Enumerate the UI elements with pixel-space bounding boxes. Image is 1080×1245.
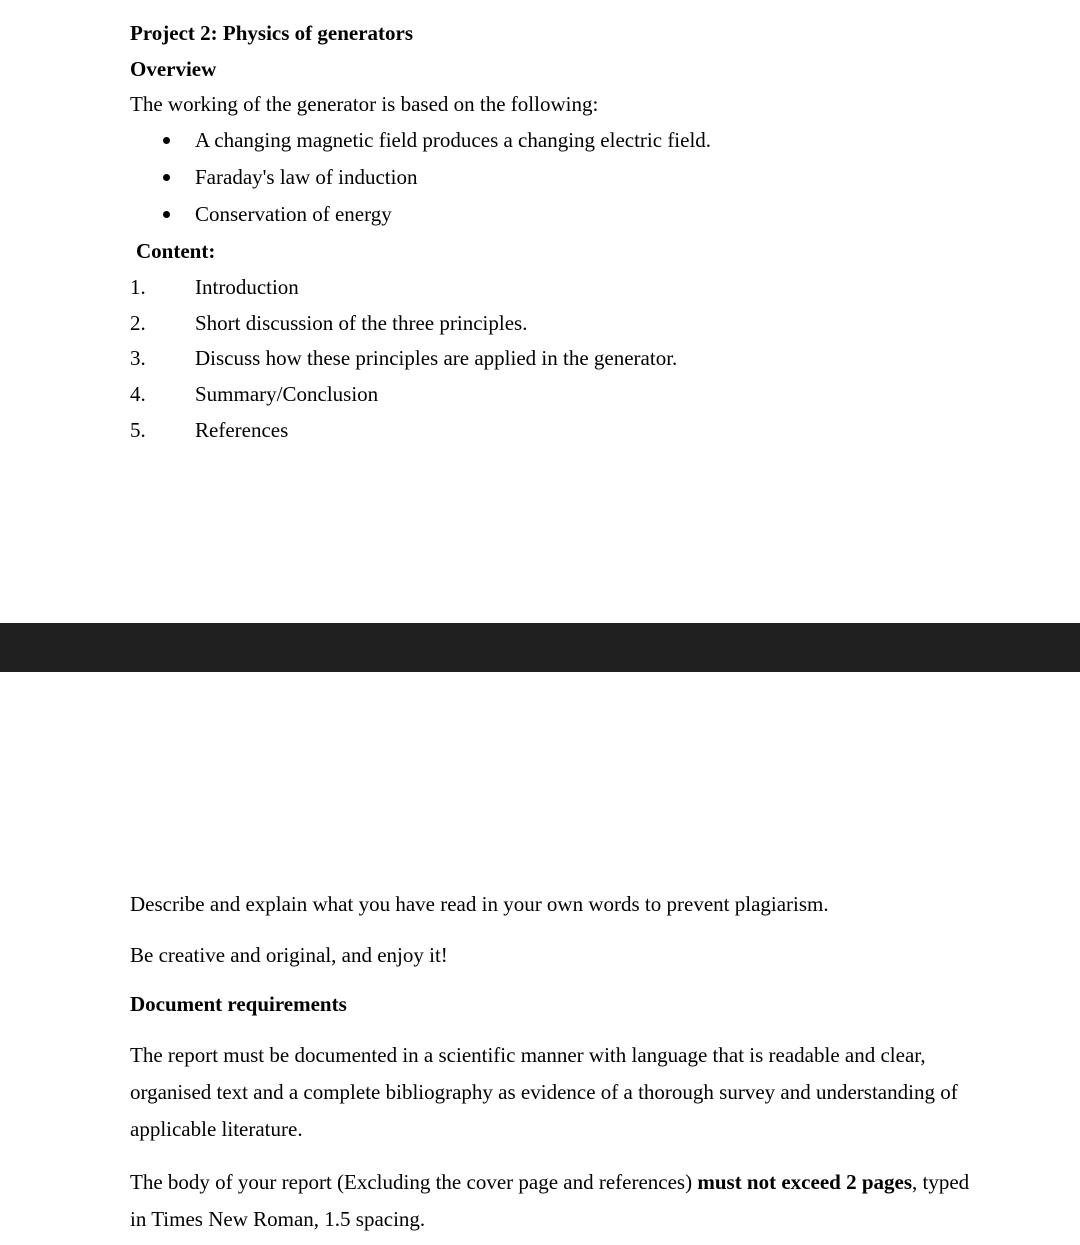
page-limit-text: The body of your report (Excluding the cover page and references) [130,1170,698,1194]
list-text: Discuss how these principles are applied in the generator. [195,346,678,370]
instruction-paragraph: Describe and explain what you have read in your own words to prevent plagiarism. [130,892,829,916]
list-number: 5. [130,418,146,442]
page-limit-emphasis: must not exceed 2 pages [697,1170,912,1194]
page-title: Project 2: Physics of generators [130,21,414,45]
instruction-paragraph: Be creative and original, and enjoy it! [130,943,448,967]
page-limit-text: , typed in Times New Roman, 1.5 spacing. [130,1170,970,1231]
list-number: 2. [130,311,146,335]
page-limit-paragraph [130,1164,980,1238]
list-text: Short discussion of the three principles. [195,311,528,335]
list-number: 1. [130,275,146,299]
bullet-icon [163,174,170,181]
bullet-text: Faraday's law of induction [195,165,418,189]
bullet-icon [163,137,170,144]
bullet-icon [163,211,170,218]
overview-intro: The working of the generator is based on the following: [130,92,599,116]
bullet-text: A changing magnetic field produces a changing electric field. [195,128,712,152]
requirements-paragraph: The report must be documented in a scientific manner with language that is readable and clear, organised text and a complete bibliography as evidence of a thorough survey and understanding of applicable literature. [130,1043,958,1141]
overview-heading: Overview [130,57,217,81]
list-number: 3. [130,346,146,370]
page-separator [0,623,1080,672]
list-text: Summary/Conclusion [195,382,379,406]
requirements-heading: Document requirements [130,992,347,1016]
content-heading: Content: [136,239,216,263]
bullet-text: Conservation of energy [195,202,392,226]
list-text: Introduction [195,275,299,299]
list-number: 4. [130,382,146,406]
list-text: References [195,418,289,442]
